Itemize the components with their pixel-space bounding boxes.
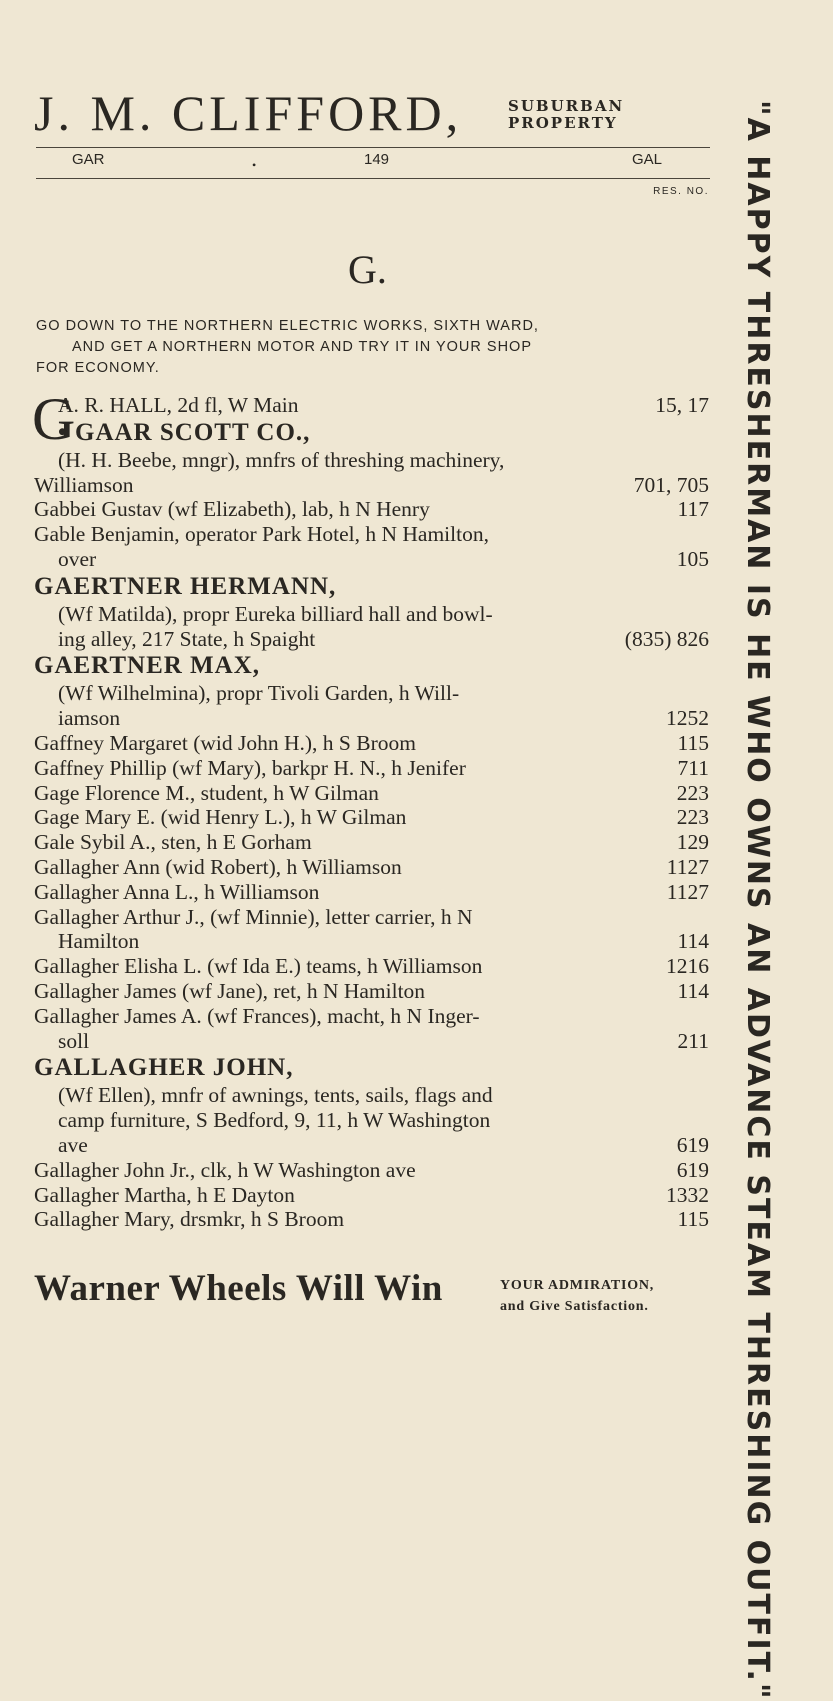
entry-text: Gaffney Margaret (wid John H.), h S Broom	[34, 730, 416, 755]
entry-row-heading	[0, 1053, 833, 1083]
header-name: J. M. CLIFFORD,	[34, 85, 463, 141]
entry-text: camp furniture, S Bedford, 9, 11, h W Washington	[58, 1108, 491, 1133]
page-number: 149	[364, 151, 390, 168]
entry-row	[0, 681, 833, 706]
entry-number: 223	[676, 805, 709, 830]
footer-warner-wheels: Warner Wheels Will Win	[34, 1268, 443, 1309]
entry-text: Gage Mary E. (wid Henry L.), h W Gilman	[34, 805, 407, 830]
entry-number: 114	[677, 929, 709, 954]
header-suburban-property	[508, 98, 714, 132]
entry-heading: • GAAR SCOTT CO.,	[58, 418, 311, 446]
entry-text: Gallagher James (wf Jane), ret, h N Hamilton	[34, 978, 426, 1003]
northern-electric-advert	[36, 316, 712, 379]
entry-row	[0, 1083, 833, 1108]
entry-row	[0, 1108, 833, 1133]
entry-row	[0, 547, 833, 572]
guide-word-right: GAL	[632, 151, 663, 168]
entry-heading: GALLAGHER JOHN,	[34, 1054, 294, 1082]
entry-text: Gallagher Elisha L. (wf Ida E.) teams, h Williamson	[34, 954, 483, 979]
entry-text: ave	[58, 1132, 88, 1157]
entry-number: 619	[676, 1132, 709, 1157]
entry-row	[0, 805, 833, 830]
entry-row	[0, 1029, 833, 1054]
entry-number: 1127	[666, 879, 709, 904]
header-side-line2: PROPERTY	[508, 114, 618, 132]
entry-row	[0, 756, 833, 781]
advert-line-3: FOR ECONOMY.	[36, 360, 160, 376]
bottom-rule	[36, 178, 710, 179]
header-side-line1: SUBURBAN	[508, 97, 625, 115]
entry-row	[0, 855, 833, 880]
section-letter: G.	[348, 247, 387, 292]
drop-cap: G	[32, 386, 76, 452]
res-no-label: RES. NO.	[653, 186, 709, 197]
entry-row	[0, 1004, 833, 1029]
entry-number: 211	[677, 1028, 709, 1053]
entry-row	[0, 1133, 833, 1158]
entry-row-heading	[0, 418, 833, 448]
entry-text: Gaffney Phillip (wf Mary), barkpr H. N., h Jenifer	[34, 755, 466, 780]
entry-row	[0, 602, 833, 627]
entry-text: A. R. HALL, 2d fl, W Main	[58, 393, 299, 417]
guide-dot: •	[252, 158, 257, 172]
entry-number: 1252	[666, 706, 709, 731]
vertical-side-advert	[727, 100, 775, 1701]
entry-row	[0, 473, 833, 498]
entry-row	[0, 731, 833, 756]
entry-row	[0, 929, 833, 954]
entry-number: 114	[677, 978, 709, 1003]
top-rule	[36, 147, 710, 148]
footer-side-line2: and Give Satisfaction.	[500, 1299, 649, 1314]
entry-text: (Wf Matilda), propr Eureka billiard hall and bowl-	[58, 601, 493, 626]
guide-word-left: GAR	[72, 151, 105, 168]
entry-row	[0, 522, 833, 547]
entry-text: Gallagher Martha, h E Dayton	[34, 1182, 295, 1207]
entry-text: Gallagher James A. (wf Frances), macht, h N Inger-	[34, 1003, 480, 1028]
entry-text: Gallagher John Jr., clk, h W Washington ave	[34, 1157, 416, 1182]
entry-row	[0, 954, 833, 979]
entry-number: 15, 17	[655, 393, 709, 417]
entry-text: Gallagher Mary, drsmkr, h S Broom	[34, 1207, 345, 1232]
entry-text: Gallagher Ann (wid Robert), h Williamson	[34, 854, 402, 879]
entry-text: soll	[58, 1028, 90, 1053]
entry-number: 115	[677, 1207, 709, 1232]
entry-text: (Wf Ellen), mnfr of awnings, tents, sails, flags and	[58, 1083, 493, 1108]
entry-text: Hamilton	[58, 929, 140, 954]
entry-number: 701, 705	[633, 472, 709, 497]
entry-row	[0, 1183, 833, 1208]
entry-row	[0, 448, 833, 473]
entry-number: 105	[676, 546, 709, 571]
side-advert-text: "A HAPPY THRESHERMAN IS HE WHO OWNS AN ADVANCE STEAM THRESHING OUTFIT."	[740, 100, 775, 1701]
entry-heading: GAERTNER HERMANN,	[34, 572, 337, 600]
footer-side-text	[500, 1275, 714, 1317]
entry-row	[0, 1207, 833, 1232]
entry-number: 1216	[666, 954, 709, 979]
entry-row	[0, 706, 833, 731]
advert-line-2: AND GET A NORTHERN MOTOR AND TRY IT IN YOUR SHOP	[72, 339, 532, 355]
entry-number: 129	[676, 830, 709, 855]
entry-number: 117	[677, 497, 709, 522]
entry-text: (H. H. Beebe, mngr), mnfrs of threshing machinery,	[58, 447, 505, 472]
entry-text: Gable Benjamin, operator Park Hotel, h N Hamilton,	[34, 522, 489, 547]
advert-line-1: GO DOWN TO THE NORTHERN ELECTRIC WORKS, SIXTH WARD,	[36, 318, 539, 334]
entry-row	[0, 497, 833, 522]
entry-row-heading	[0, 572, 833, 602]
entry-number: 619	[676, 1157, 709, 1182]
footer-side-line1: YOUR ADMIRATION,	[500, 1278, 655, 1293]
entry-number: 1332	[666, 1182, 709, 1207]
entry-heading: GAERTNER MAX,	[34, 652, 261, 680]
entry-text: iamson	[58, 706, 121, 731]
entry-text: Gabbei Gustav (wf Elizabeth), lab, h N Henry	[34, 497, 430, 522]
entry-row	[0, 979, 833, 1004]
entry-text: (Wf Wilhelmina), propr Tivoli Garden, h Will-	[58, 681, 460, 706]
entry-text: Gallagher Arthur J., (wf Minnie), letter carrier, h N	[34, 904, 473, 929]
directory-entries	[0, 386, 833, 1232]
entry-row-heading	[0, 651, 833, 681]
entry-text: Gale Sybil A., sten, h E Gorham	[34, 830, 312, 855]
entry-row	[0, 781, 833, 806]
entry-row	[0, 1158, 833, 1183]
entry-text: Williamson	[34, 472, 134, 497]
entry-text: ing alley, 217 State, h Spaight	[58, 626, 316, 651]
entry-number: 711	[677, 755, 709, 780]
entry-number: 1127	[666, 854, 709, 879]
entry-row	[0, 905, 833, 930]
entry-number: (835) 826	[624, 626, 709, 651]
entry-text: Gallagher Anna L., h Williamson	[34, 879, 320, 904]
entry-number: 223	[676, 780, 709, 805]
entry-row	[0, 627, 833, 652]
entry-text: over	[58, 546, 97, 571]
entry-row	[0, 830, 833, 855]
entry-text: Gage Florence M., student, h W Gilman	[34, 780, 379, 805]
entry-row	[0, 880, 833, 905]
entry-number: 115	[677, 730, 709, 755]
